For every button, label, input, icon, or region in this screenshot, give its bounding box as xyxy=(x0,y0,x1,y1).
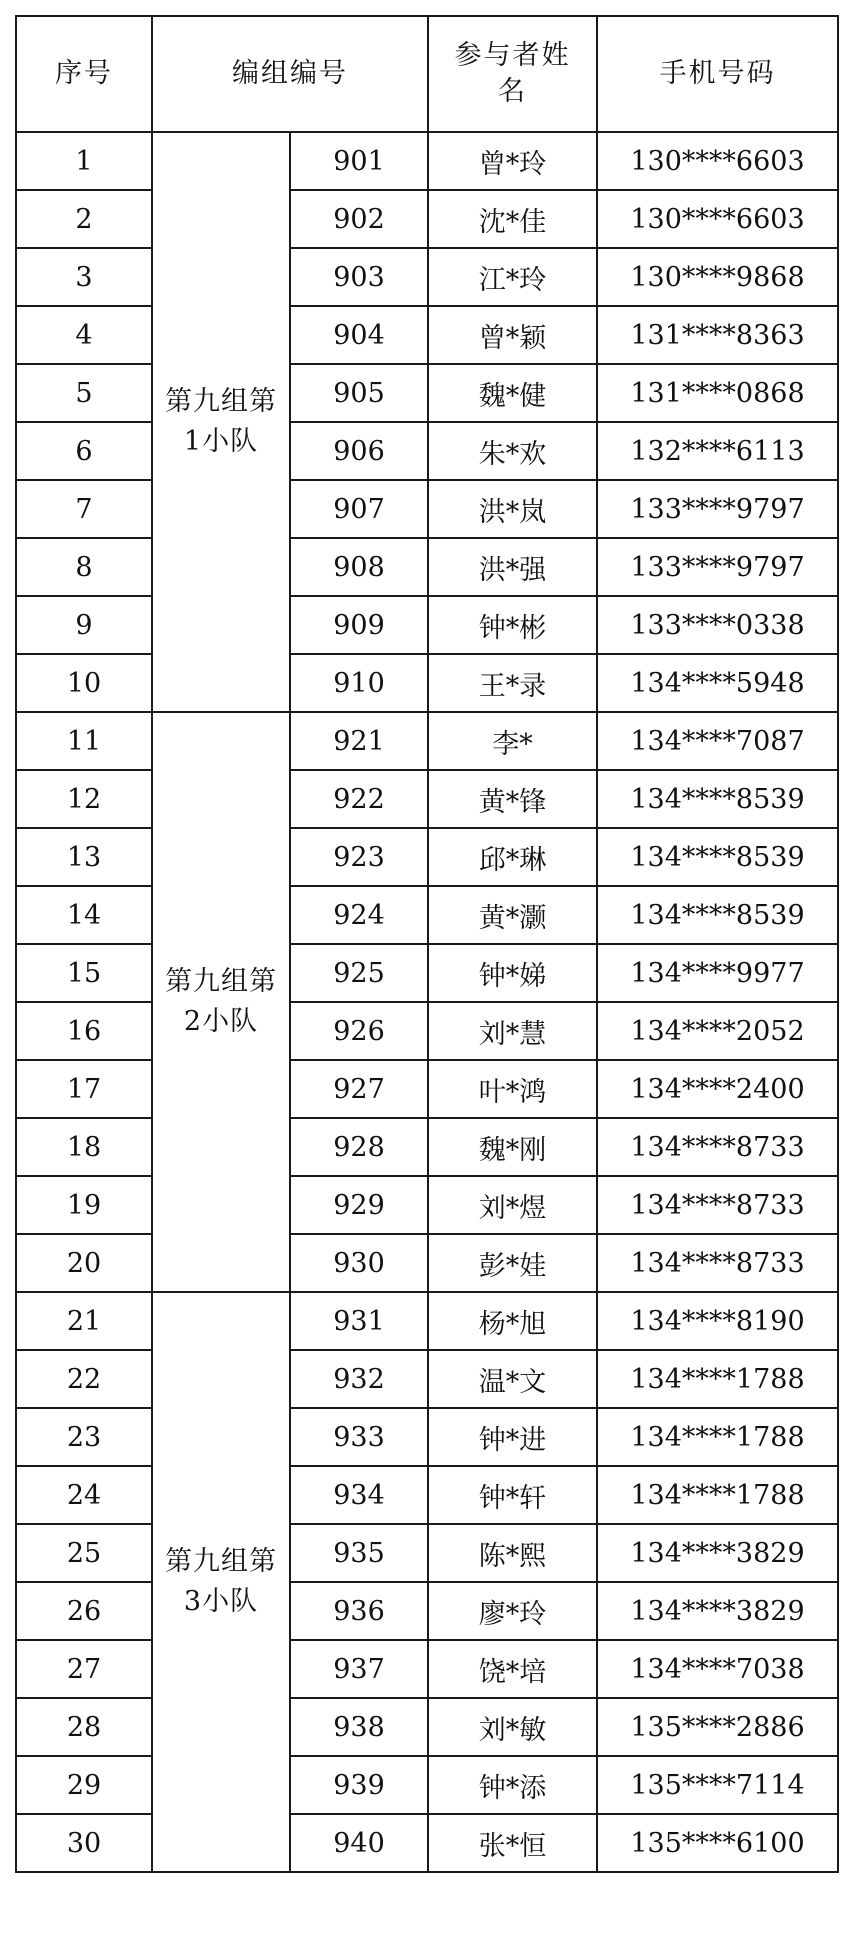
cell-code: 927 xyxy=(290,1060,428,1118)
cell-code: 906 xyxy=(290,422,428,480)
roster-body xyxy=(16,132,838,1872)
table-row xyxy=(16,1466,838,1524)
cell-phone: 132****6113 xyxy=(597,422,838,480)
cell-name: 彭*娃 xyxy=(428,1234,597,1292)
group-label: 第九组第1小队 xyxy=(165,386,277,457)
cell-name: 洪*岚 xyxy=(428,480,597,538)
cell-code: 928 xyxy=(290,1118,428,1176)
cell-seq: 25 xyxy=(16,1524,152,1582)
cell-group xyxy=(152,132,290,712)
cell-code: 905 xyxy=(290,364,428,422)
cell-code: 938 xyxy=(290,1698,428,1756)
table-row xyxy=(16,1350,838,1408)
cell-phone: 130****6603 xyxy=(597,132,838,190)
cell-seq: 6 xyxy=(16,422,152,480)
cell-name: 李* xyxy=(428,712,597,770)
table-row xyxy=(16,712,838,770)
cell-name: 钟*娣 xyxy=(428,944,597,1002)
table-row xyxy=(16,364,838,422)
table-row xyxy=(16,886,838,944)
header-code: 编组编号 xyxy=(152,16,428,132)
cell-code: 939 xyxy=(290,1756,428,1814)
table-row xyxy=(16,1060,838,1118)
cell-seq: 5 xyxy=(16,364,152,422)
cell-name: 洪*强 xyxy=(428,538,597,596)
table-row xyxy=(16,422,838,480)
cell-code: 935 xyxy=(290,1524,428,1582)
cell-name: 钟*彬 xyxy=(428,596,597,654)
cell-phone: 135****2886 xyxy=(597,1698,838,1756)
cell-name: 叶*鸿 xyxy=(428,1060,597,1118)
table-row xyxy=(16,1640,838,1698)
table-row xyxy=(16,190,838,248)
cell-seq: 24 xyxy=(16,1466,152,1524)
cell-phone: 134****3829 xyxy=(597,1524,838,1582)
cell-name: 刘*敏 xyxy=(428,1698,597,1756)
cell-phone: 134****8733 xyxy=(597,1234,838,1292)
table-row xyxy=(16,1582,838,1640)
cell-code: 904 xyxy=(290,306,428,364)
cell-name: 魏*刚 xyxy=(428,1118,597,1176)
cell-name: 刘*慧 xyxy=(428,1002,597,1060)
cell-seq: 13 xyxy=(16,828,152,886)
cell-seq: 29 xyxy=(16,1756,152,1814)
cell-phone: 130****6603 xyxy=(597,190,838,248)
cell-phone: 135****6100 xyxy=(597,1814,838,1872)
cell-code: 926 xyxy=(290,1002,428,1060)
cell-phone: 131****8363 xyxy=(597,306,838,364)
cell-seq: 10 xyxy=(16,654,152,712)
header-name xyxy=(428,16,597,132)
cell-seq: 28 xyxy=(16,1698,152,1756)
cell-phone: 134****3829 xyxy=(597,1582,838,1640)
roster-sheet xyxy=(15,15,839,1873)
cell-phone: 134****2400 xyxy=(597,1060,838,1118)
header-phone: 手机号码 xyxy=(597,16,838,132)
cell-seq: 22 xyxy=(16,1350,152,1408)
table-row xyxy=(16,1814,838,1872)
cell-phone: 133****9797 xyxy=(597,538,838,596)
cell-seq: 1 xyxy=(16,132,152,190)
cell-group xyxy=(152,1292,290,1872)
cell-name: 王*录 xyxy=(428,654,597,712)
cell-seq: 11 xyxy=(16,712,152,770)
cell-group xyxy=(152,712,290,1292)
cell-name: 钟*轩 xyxy=(428,1466,597,1524)
cell-phone: 134****7087 xyxy=(597,712,838,770)
header-row xyxy=(16,16,838,132)
cell-seq: 23 xyxy=(16,1408,152,1466)
cell-seq: 4 xyxy=(16,306,152,364)
cell-name: 曾*玲 xyxy=(428,132,597,190)
cell-code: 930 xyxy=(290,1234,428,1292)
table-row xyxy=(16,1234,838,1292)
cell-phone: 134****9977 xyxy=(597,944,838,1002)
cell-phone: 134****8539 xyxy=(597,828,838,886)
cell-code: 923 xyxy=(290,828,428,886)
cell-name: 廖*玲 xyxy=(428,1582,597,1640)
cell-seq: 27 xyxy=(16,1640,152,1698)
cell-seq: 8 xyxy=(16,538,152,596)
group-label: 第九组第2小队 xyxy=(165,966,277,1037)
group-label: 第九组第3小队 xyxy=(165,1546,277,1617)
cell-phone: 133****0338 xyxy=(597,596,838,654)
cell-code: 933 xyxy=(290,1408,428,1466)
cell-phone: 134****1788 xyxy=(597,1466,838,1524)
roster-table xyxy=(15,15,839,1873)
cell-code: 931 xyxy=(290,1292,428,1350)
cell-code: 908 xyxy=(290,538,428,596)
cell-seq: 3 xyxy=(16,248,152,306)
cell-code: 907 xyxy=(290,480,428,538)
cell-name: 温*文 xyxy=(428,1350,597,1408)
cell-phone: 134****5948 xyxy=(597,654,838,712)
cell-code: 903 xyxy=(290,248,428,306)
cell-code: 902 xyxy=(290,190,428,248)
cell-seq: 2 xyxy=(16,190,152,248)
cell-seq: 12 xyxy=(16,770,152,828)
cell-phone: 134****8733 xyxy=(597,1176,838,1234)
cell-name: 杨*旭 xyxy=(428,1292,597,1350)
cell-phone: 134****8190 xyxy=(597,1292,838,1350)
table-row xyxy=(16,1698,838,1756)
table-row xyxy=(16,1756,838,1814)
cell-code: 922 xyxy=(290,770,428,828)
table-row xyxy=(16,1118,838,1176)
cell-seq: 26 xyxy=(16,1582,152,1640)
table-row xyxy=(16,1292,838,1350)
cell-name: 沈*佳 xyxy=(428,190,597,248)
cell-seq: 15 xyxy=(16,944,152,1002)
cell-seq: 9 xyxy=(16,596,152,654)
cell-code: 934 xyxy=(290,1466,428,1524)
table-row xyxy=(16,1176,838,1234)
cell-phone: 131****0868 xyxy=(597,364,838,422)
cell-code: 901 xyxy=(290,132,428,190)
cell-code: 924 xyxy=(290,886,428,944)
cell-name: 黄*锋 xyxy=(428,770,597,828)
cell-phone: 134****8733 xyxy=(597,1118,838,1176)
cell-phone: 134****1788 xyxy=(597,1350,838,1408)
table-row xyxy=(16,770,838,828)
cell-code: 940 xyxy=(290,1814,428,1872)
header-name-label: 参与者姓名 xyxy=(454,40,571,107)
table-row xyxy=(16,480,838,538)
cell-name: 张*恒 xyxy=(428,1814,597,1872)
cell-name: 朱*欢 xyxy=(428,422,597,480)
cell-seq: 7 xyxy=(16,480,152,538)
cell-seq: 14 xyxy=(16,886,152,944)
cell-phone: 134****8539 xyxy=(597,770,838,828)
cell-phone: 134****7038 xyxy=(597,1640,838,1698)
cell-code: 925 xyxy=(290,944,428,1002)
cell-code: 936 xyxy=(290,1582,428,1640)
cell-seq: 18 xyxy=(16,1118,152,1176)
cell-name: 陈*熙 xyxy=(428,1524,597,1582)
cell-code: 921 xyxy=(290,712,428,770)
table-row xyxy=(16,1524,838,1582)
cell-name: 魏*健 xyxy=(428,364,597,422)
cell-phone: 134****1788 xyxy=(597,1408,838,1466)
table-row xyxy=(16,944,838,1002)
table-row xyxy=(16,132,838,190)
cell-name: 江*玲 xyxy=(428,248,597,306)
table-row xyxy=(16,1002,838,1060)
cell-seq: 21 xyxy=(16,1292,152,1350)
table-row xyxy=(16,1408,838,1466)
cell-name: 黄*灏 xyxy=(428,886,597,944)
cell-code: 909 xyxy=(290,596,428,654)
header-seq: 序号 xyxy=(16,16,152,132)
cell-seq: 20 xyxy=(16,1234,152,1292)
cell-name: 钟*进 xyxy=(428,1408,597,1466)
cell-seq: 30 xyxy=(16,1814,152,1872)
cell-seq: 16 xyxy=(16,1002,152,1060)
table-row xyxy=(16,538,838,596)
cell-name: 邱*琳 xyxy=(428,828,597,886)
cell-name: 钟*添 xyxy=(428,1756,597,1814)
table-row xyxy=(16,654,838,712)
cell-phone: 135****7114 xyxy=(597,1756,838,1814)
cell-code: 932 xyxy=(290,1350,428,1408)
cell-phone: 130****9868 xyxy=(597,248,838,306)
cell-seq: 17 xyxy=(16,1060,152,1118)
cell-name: 曾*颖 xyxy=(428,306,597,364)
cell-code: 910 xyxy=(290,654,428,712)
cell-code: 937 xyxy=(290,1640,428,1698)
cell-phone: 134****2052 xyxy=(597,1002,838,1060)
table-row xyxy=(16,248,838,306)
cell-phone: 133****9797 xyxy=(597,480,838,538)
table-row xyxy=(16,596,838,654)
cell-phone: 134****8539 xyxy=(597,886,838,944)
table-row xyxy=(16,306,838,364)
cell-name: 饶*培 xyxy=(428,1640,597,1698)
table-row xyxy=(16,828,838,886)
cell-code: 929 xyxy=(290,1176,428,1234)
cell-seq: 19 xyxy=(16,1176,152,1234)
cell-name: 刘*煜 xyxy=(428,1176,597,1234)
